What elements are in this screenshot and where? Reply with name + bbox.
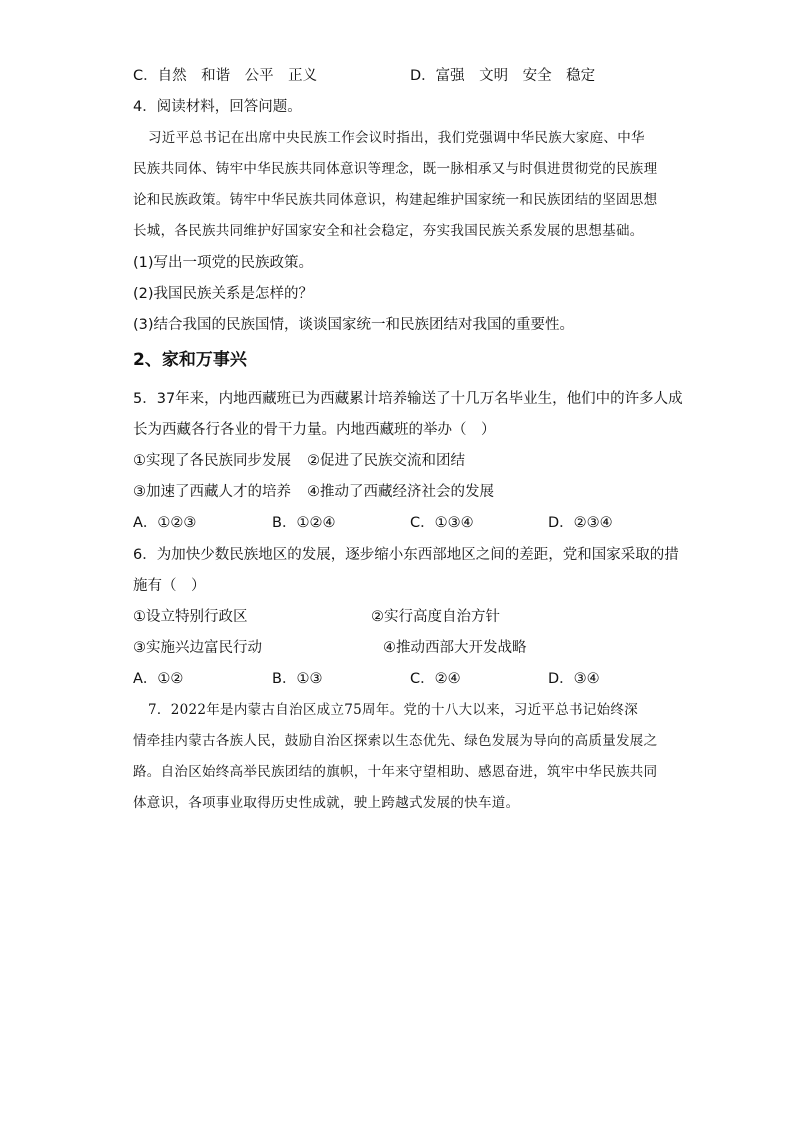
q6-statement-2: ②实行高度自治方针 xyxy=(371,609,500,625)
q5-statement-2: ②促进了民族交流和团结 xyxy=(307,453,465,469)
q6-statement-1: ①设立特别行政区 xyxy=(133,609,248,625)
q6-statement-3: ③实施兴边富民行动 xyxy=(133,640,262,656)
q4-stem: 4．阅读材料，回答问题。 xyxy=(133,99,302,115)
q7-text-line: 路。自治区始终高举民族团结的旗帜，十年来守望相助、感恩奋进，筑牢中华民族共同 xyxy=(133,764,658,780)
q4-subquestion-2: (2)我国民族关系是怎样的？ xyxy=(133,286,314,302)
q4-material-line: 论和民族政策。铸牢中华民族共同体意识，构建起维护国家统一和民族团结的坚固思想 xyxy=(133,192,658,208)
q4-material-line: 民族共同体、铸牢中华民族共同体意识等理念，既一脉相承又与时俱进贯彻党的民族理 xyxy=(133,161,658,177)
q4-material-line: 习近平总书记在出席中央民族工作会议时指出，我们党强调中华民族大家庭、中华 xyxy=(148,130,645,146)
q7-text-line: 情牵挂内蒙古各族人民，鼓励自治区探索以生态优先、绿色发展为导向的高质量发展之 xyxy=(133,733,658,749)
q4-subquestion-3: (3)结合我国的民族国情，谈谈国家统一和民族团结对我国的重要性。 xyxy=(133,317,575,333)
q6-statement-4: ④推动西部大开发战略 xyxy=(383,640,527,656)
q6-option-c: C．②④ xyxy=(410,671,461,687)
q6-stem-line: 施有（ ） xyxy=(133,578,206,594)
q6-option-d: D．③④ xyxy=(548,671,600,687)
q7-text-line: 7．2022年是内蒙古自治区成立75周年。党的十八大以来，习近平总书记始终深 xyxy=(148,702,639,718)
q7-text-line: 体意识，各项事业取得历史性成就，驶上跨越式发展的快车道。 xyxy=(133,795,520,811)
q5-statement-1: ①实现了各民族同步发展 xyxy=(133,453,291,469)
q3-option-d: D．富强 文明 安全 稳定 xyxy=(410,68,596,84)
q5-option-a: A．①②③ xyxy=(133,515,197,531)
q5-stem-line: 5．37年来，内地西藏班已为西藏累计培养输送了十几万名毕业生，他们中的许多人成 xyxy=(133,391,683,407)
q5-option-d: D．②③④ xyxy=(548,515,613,531)
q3-option-c: C．自然 和谐 公平 正义 xyxy=(133,68,318,84)
q6-option-b: B．①③ xyxy=(272,671,323,687)
q6-stem-line: 6．为加快少数民族地区的发展，逐步缩小东西部地区之间的差距，党和国家采取的措 xyxy=(133,547,679,563)
section-heading: 2、家和万事兴 xyxy=(133,350,247,370)
q5-statement-3: ③加速了西藏人才的培养 xyxy=(133,484,291,500)
q4-material-line: 长城，各民族共同维护好国家安全和社会稳定，夯实我国民族关系发展的思想基础。 xyxy=(133,223,644,239)
q5-option-c: C．①③④ xyxy=(410,515,474,531)
q6-option-a: A．①② xyxy=(133,671,184,687)
q5-stem-line: 长为西藏各行各业的骨干力量。内地西藏班的举办（ ） xyxy=(133,422,496,438)
q5-option-b: B．①②④ xyxy=(272,515,336,531)
q5-statement-4: ④推动了西藏经济社会的发展 xyxy=(307,484,494,500)
q4-subquestion-1: (1)写出一项党的民族政策。 xyxy=(133,255,314,271)
